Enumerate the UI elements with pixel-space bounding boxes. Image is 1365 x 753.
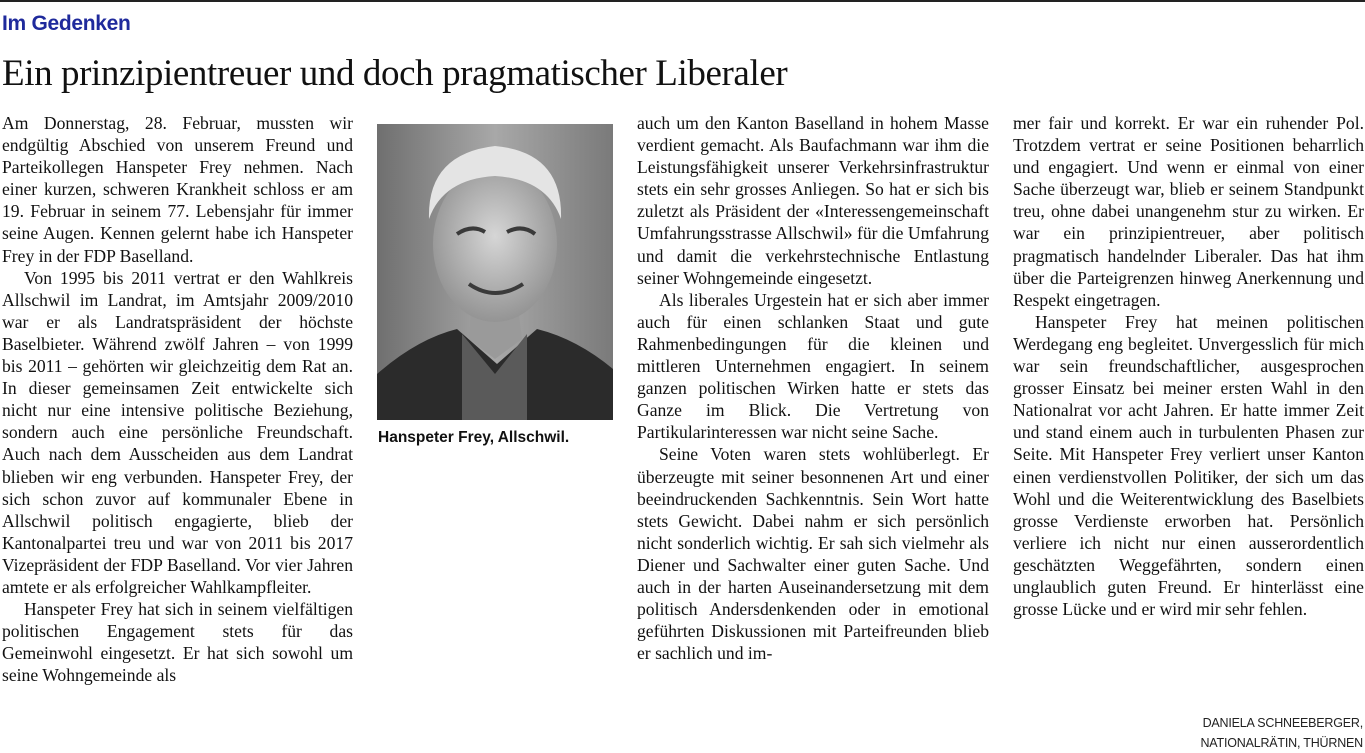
photo-caption: Hanspeter Frey, Allschwil.: [378, 429, 570, 446]
article-headline: Ein prinzipientreuer und doch pragmatischer Liberaler: [2, 53, 788, 94]
paragraph: Hanspeter Frey hat meinen politischen Werdegang eng begleitet. Unvergesslich für mich war sein freundschaftlicher, ausgesprochen grosser Einsatz bei meiner ersten Wahl in den Nationalrat vor acht Jahren. Er hatte immer Zeit und stand einem auch in turbulenten Phasen zur Seite. Mit Hanspeter Frey verliert unser Kanton einen verdienstvollen Politiker, der sich um das Wohl und die Weiterentwicklung des Baselbiets grosse Verdienste erworben hat. Persönlich verliere ich nicht nur einen ausserordentlich geschätzten Weggefährten, sondern einen unglaublich guten Freund. Er hinterlässt eine grosse Lücke und er wird mir sehr fehlen.: [1013, 311, 1364, 620]
author-signature: [1200, 713, 1363, 753]
paragraph: auch um den Kanton Baselland in hohem Masse verdient gemacht. Als Baufachmann war ihm die Leistungsfähigkeit unserer Verkehrsinfrastruktur stets ein sehr grosses Anliegen. So hat er sich bis zuletzt als Präsident der «Interessengemeinschaft Umfahrungsstrasse Allschwil» für die Umfahrung und damit die verkehrstechnische Entlastung seiner Wohngemeinde eingesetzt.: [637, 113, 989, 288]
top-rule: [0, 0, 1365, 2]
article-column-1: [2, 112, 353, 686]
section-label: Im Gedenken: [2, 12, 131, 35]
paragraph: Am Donnerstag, 28. Februar, mussten wir endgültig Abschied von unserem Freund und Parteikollegen Hanspeter Frey nehmen. Nach einer kurzen, schweren Krankheit schloss er am 19. Februar in seinem 77. Lebensjahr für immer seine Augen. Kennen gelernt habe ich Hanspeter Frey in der FDP Baselland.: [2, 113, 353, 266]
article-column-3: [1013, 112, 1364, 620]
portrait-image: [377, 124, 613, 420]
author-name: DANIELA SCHNEEBERGER,: [1202, 716, 1363, 730]
portrait-photo: [377, 124, 613, 420]
paragraph: Von 1995 bis 2011 vertrat er den Wahlkreis Allschwil im Landrat, im Amtsjahr 2009/2010 war er als Landratspräsident der höchste Baselbieter. Während zwölf Jahren – von 1999 bis 2011 – gehörten wir gleichzeitig dem Rat an. In dieser gemeinsamen Zeit entwickelte sich nicht nur eine intensive politische Beziehung, sondern auch eine persönliche Freundschaft. Auch nach dem Ausscheiden aus dem Landrat blieben wir eng verbunden. Hanspeter Frey, der sich schon zuvor auf kommunaler Ebene in Allschwil politisch engagierte, blieb der Kantonalpartei treu und war von 2011 bis 2017 Vizepräsident der FDP Baselland. Vor vier Jahren amtete er als erfolgreicher Wahlkampfleiter.: [2, 267, 353, 597]
paragraph: Seine Voten waren stets wohlüberlegt. Er überzeugte mit seiner besonnenen Art und einer beeindruckenden Sachkenntnis. Sein Wort hatte stets Gewicht. Dabei nahm er sich persönlich nicht sonderlich wichtig. Er sah sich vielmehr als Diener und Sachwalter einer guten Sache. Und auch in der harten Auseinandersetzung mit dem politisch Andersdenkenden oder in emotional geführten Diskussionen mit Parteifreunden blieb er sachlich und im-: [637, 444, 989, 664]
paragraph: Als liberales Urgestein hat er sich aber immer auch für einen schlanken Staat und gute Rahmenbedingungen für die kleinen und mittleren Unternehmen engagiert. In seinem ganzen politischen Wirken hatte er stets das Ganze im Blick. Die Vertretung von Partikularinteressen war nicht seine Sache.: [637, 289, 989, 443]
paragraph: mer fair und korrekt. Er war ein ruhender Pol. Trotzdem vertrat er seine Positionen beharrlich und engagiert. Und wenn er einmal von einer Sache überzeugt war, blieb er seinem Standpunkt treu, ohne dabei unangenehm stur zu wirken. Er war ein prinzipientreuer, aber politisch pragmatisch handelnder Liberaler. Das hat ihm über die Parteigrenzen hinweg Anerkennung und Respekt eingetragen.: [1013, 113, 1364, 310]
author-role: NATIONALRÄTIN, THÜRNEN: [1200, 736, 1363, 750]
paragraph: Hanspeter Frey hat sich in seinem vielfältigen politischen Engagement stets für das Gemeinwohl eingesetzt. Er hat sich sowohl um seine Wohngemeinde als: [2, 599, 353, 686]
article-column-2: [637, 112, 989, 664]
